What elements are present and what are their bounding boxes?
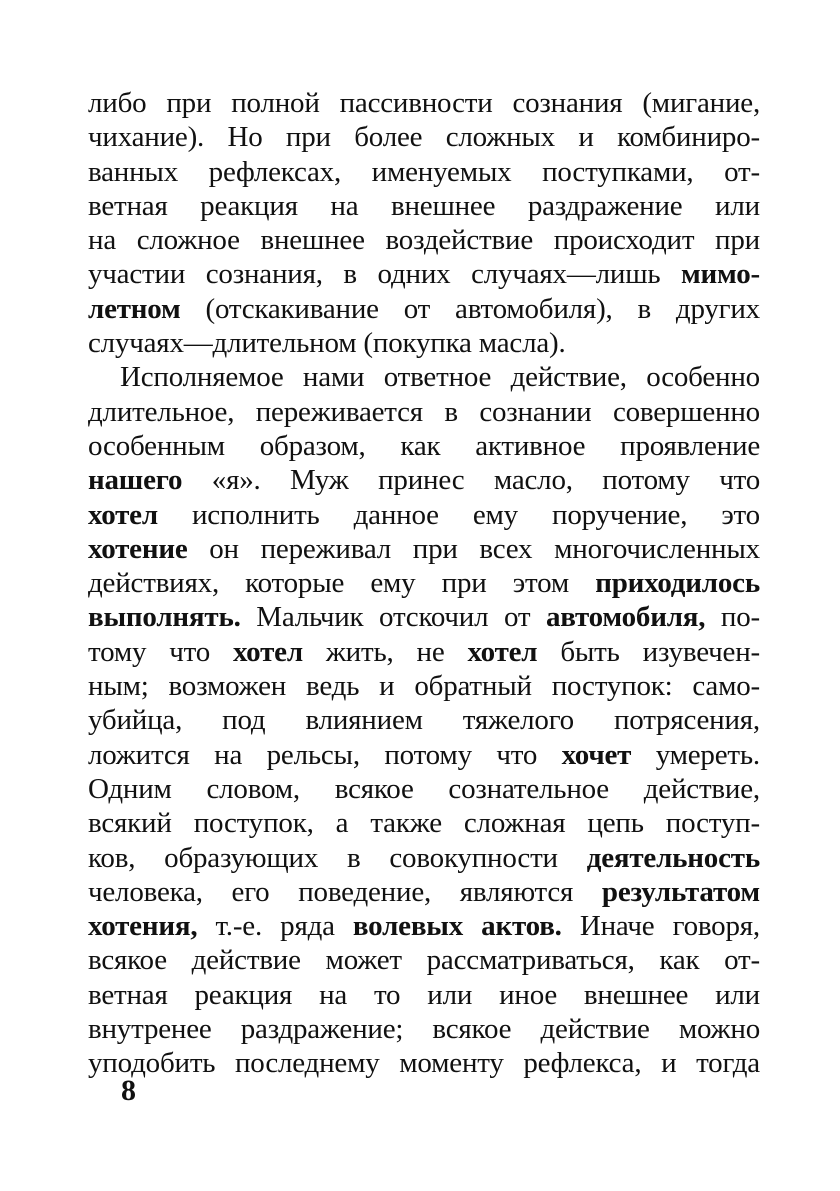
text-line: Одним словом, всякое сознательное действие,: [88, 772, 760, 805]
text-line: Исполняемое нами ответное действие, особенно: [120, 361, 760, 394]
text-line: ванных рефлексах, именуемых поступками, от-: [88, 155, 760, 188]
text-line: ков, образующих в совокупности деятельность: [88, 841, 760, 874]
text-line: случаях—длительном (покупка масла).: [88, 327, 566, 360]
text-line: внутренее раздражение; всякое действие можно: [88, 1013, 760, 1046]
text-line: ветная реакция на внешнее раздражение или: [88, 189, 760, 222]
text-line: убийца, под влиянием тяжелого потрясения,: [88, 704, 760, 737]
text-line: ным; возможен ведь и обратный поступок: само-: [88, 670, 760, 703]
body-text: [88, 86, 760, 1081]
text-line: хотение он переживал при всех многочисленных: [88, 532, 760, 565]
text-line: выполнять. Мальчик отскочил от автомобиля, по-: [88, 601, 760, 634]
text-line: особенным образом, как активное проявление: [88, 429, 760, 462]
page-number: 8: [121, 1074, 136, 1107]
text-line: чихание). Но при более сложных и комбиниро-: [88, 121, 760, 154]
text-line: летном (отскакивание от автомобиля), в других: [88, 292, 760, 325]
text-line: действиях, которые ему при этом приходилось: [88, 567, 760, 600]
text-line: ложится на рельсы, потому что хочет умереть.: [88, 738, 760, 771]
text-line: нашего «я». Муж принес масло, потому что: [88, 464, 761, 497]
text-line: всякое действие может рассматриваться, как от-: [88, 944, 760, 977]
text-line: человека, его поведение, являются результатом: [88, 875, 760, 908]
text-line: либо при полной пассивности сознания (мигание,: [88, 87, 760, 119]
text-line: ветная реакция на то или иное внешнее или: [88, 978, 761, 1011]
text-line: хотел исполнить данное ему поручение, это: [88, 498, 760, 531]
text-line: тому что хотел жить, не хотел быть изувечен-: [88, 635, 760, 668]
text-line: хотения, т.-е. ряда волевых актов. Иначе говоря,: [88, 910, 760, 943]
text-line: участии сознания, в одних случаях—лишь мимо-: [88, 258, 760, 291]
text-line: уподобить последнему моменту рефлекса, и тогда: [88, 1047, 760, 1080]
text-line: всякий поступок, а также сложная цепь поступ-: [88, 807, 760, 840]
text-line: на сложное внешнее воздействие происходит при: [88, 224, 760, 257]
text-line: длительное, переживается в сознании совершенно: [88, 395, 760, 428]
